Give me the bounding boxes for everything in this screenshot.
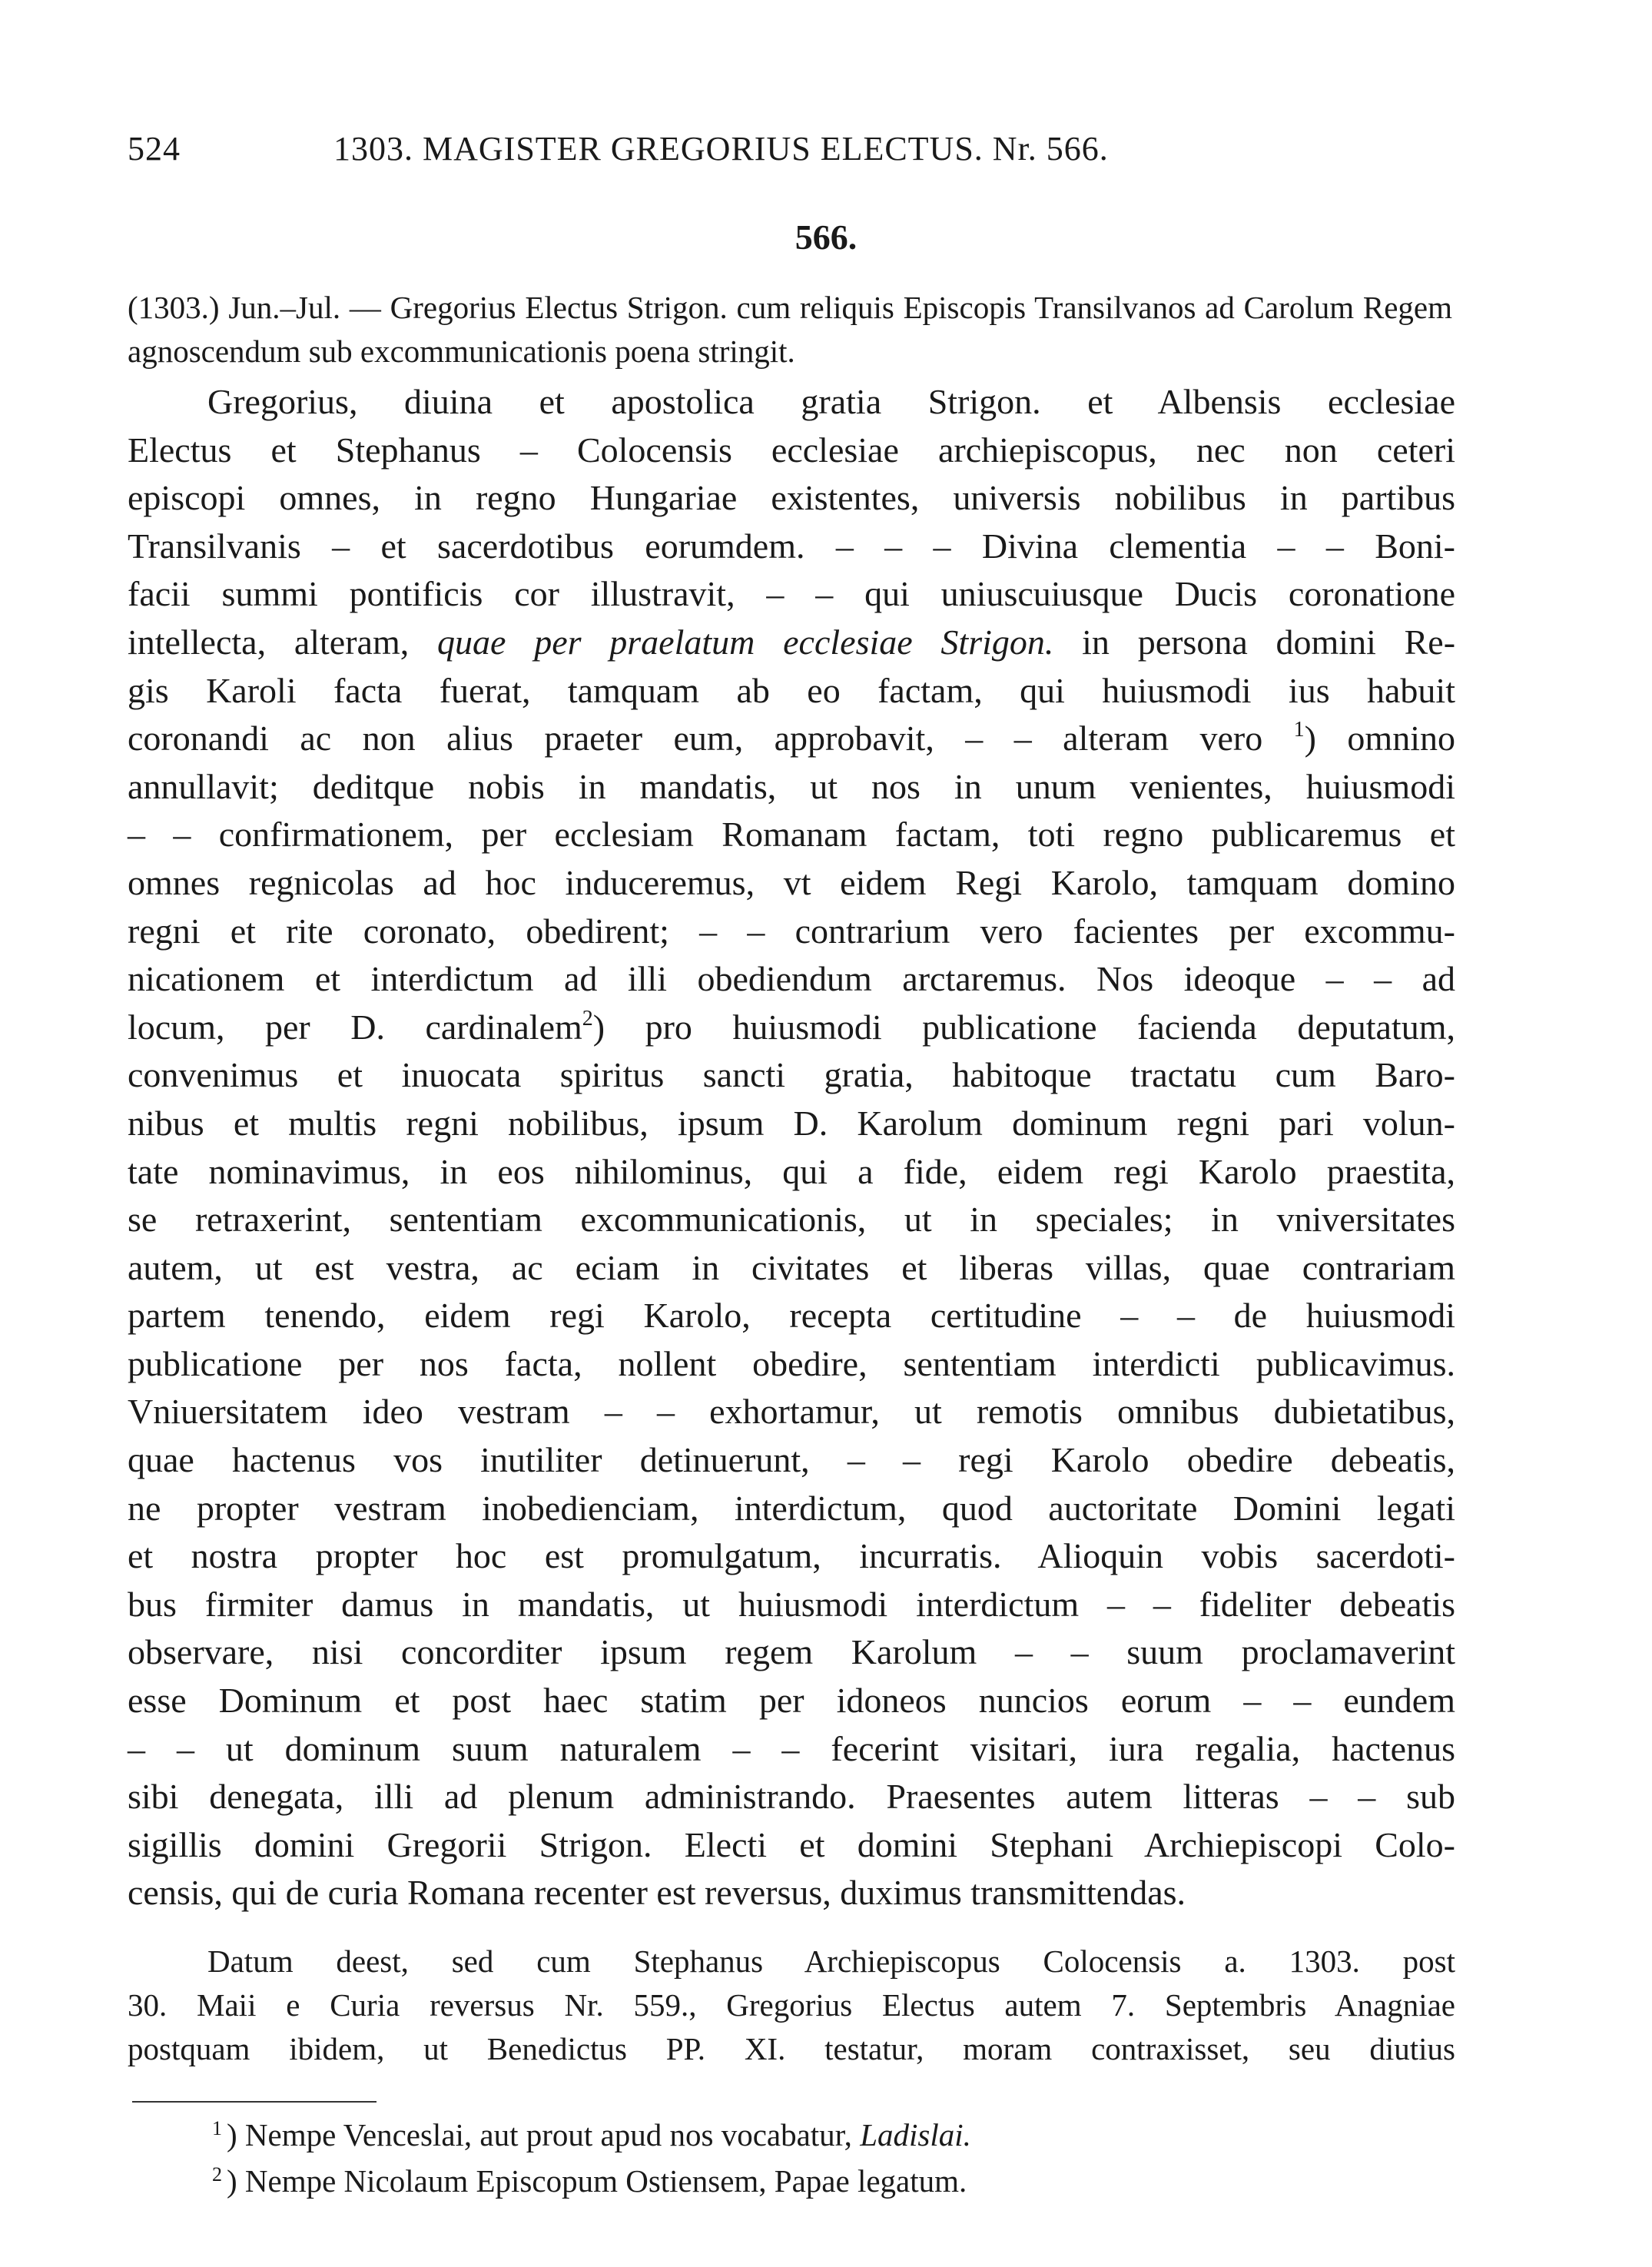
text-line: partem tenendo, eidem regi Karolo, recepta certitudine – – de huiusmodi <box>128 1296 1455 1336</box>
text-line: annullavit; deditque nobis in mandatis, ut nos in unum venientes, huiusmodi <box>128 766 1455 806</box>
text-segment: in persona domini Re- <box>1082 622 1456 662</box>
italic-segment: quae per praelatum ecclesiae Strigon. <box>437 622 1054 662</box>
text-line: publicatione per nos facta, nollent obedire, sententiam interdicti publicavimus. <box>128 1343 1455 1383</box>
footnote-italic-text: Ladislai. <box>860 2117 971 2152</box>
footnote-number: 2 <box>212 2163 222 2186</box>
footnote-1 <box>212 2112 1472 2158</box>
note-line: postquam ibidem, ut Benedictus PP. XI. testatur, moram contraxisset, seu diutius <box>128 2031 1455 2066</box>
text-line: nibus et multis regni nobilibus, ipsum D. Karolum dominum regni pari volun- <box>128 1103 1455 1143</box>
text-line: – – confirmationem, per ecclesiam Romanam factam, toti regno publicaremus et <box>128 815 1455 855</box>
footnote-2 <box>212 2158 1472 2204</box>
note-line: 30. Maii e Curia reversus Nr. 559., Gregorius Electus autem 7. Septembris Anagniae <box>128 1987 1455 2023</box>
text-line: – – ut dominum suum naturalem – – fecerint visitari, iura regalia, hactenus <box>128 1728 1455 1768</box>
text-line: autem, ut est vestra, ac eciam in civitates et liberas villas, quae contrariam <box>128 1247 1455 1287</box>
footnote-marker: 2 <box>582 1006 593 1031</box>
text-line: bus firmiter damus in mandatis, ut huiusmodi interdictum – – fideliter debeatis <box>128 1584 1455 1624</box>
text-line: Transilvanis – et sacerdotibus eorumdem. – – – Divina clementia – – Boni- <box>128 526 1455 566</box>
text-segment: locum, per D. cardinalem <box>128 1007 582 1047</box>
text-line: episcopi omnes, in regno Hungariae existentes, universis nobilibus in partibus <box>128 478 1455 518</box>
text-line: sigillis domini Gregorii Strigon. Electi et domini Stephani Archiepiscopi Colo- <box>128 1824 1455 1864</box>
text-line: tate nominavimus, in eos nihilominus, qui a fide, eidem regi Karolo praestita, <box>128 1151 1455 1191</box>
running-head <box>128 129 1465 175</box>
text-segment: intellecta, alteram, <box>128 622 410 662</box>
page-number: 524 <box>128 130 181 168</box>
text-line: Electus et Stephanus – Colocensis ecclesiae archiepiscopus, nec non ceteri <box>128 430 1455 470</box>
text-line: nicationem et interdictum ad illi obediendum arctaremus. Nos ideoque – – ad <box>128 959 1455 999</box>
editorial-note <box>128 1940 1455 2071</box>
text-line: se retraxerint, sententiam excommunicationis, ut in speciales; in vniversitates <box>128 1200 1455 1240</box>
footnote-text: ) Nempe Nicolaum Episcopum Ostiensem, Papae legatum. <box>227 2163 967 2199</box>
regest-summary: (1303.) Jun.–Jul. — Gregorius Electus Strigon. cum reliquis Episcopis Transilvanos ad Carolum Regem agnoscendum sub excommunicationis poena stringit. <box>128 290 1452 369</box>
text-line: sibi denegata, illi ad plenum administrando. Praesentes autem litteras – – sub <box>128 1777 1455 1817</box>
running-title: 1303. MAGISTER GREGORIUS ELECTUS. Nr. 566. <box>333 130 1109 168</box>
text-line: convenimus et inuocata spiritus sancti gratia, habitoque tractatu cum Baro- <box>128 1055 1455 1095</box>
text-segment: ) omnino <box>1304 719 1455 758</box>
footnote-marker: 1 <box>1293 718 1305 742</box>
text-segment: coronandi ac non alius praeter eum, approbavit, – – alteram vero <box>128 719 1263 758</box>
text-line: observare, nisi concorditer ipsum regem Karolum – – suum proclamaverint <box>128 1632 1455 1672</box>
text-line: quae hactenus vos inutiliter detinuerunt, – – regi Karolo obedire debeatis, <box>128 1440 1455 1480</box>
text-line <box>128 1004 1455 1052</box>
text-line: Vniuersitatem ideo vestram – – exhortamur, ut remotis omnibus dubietatibus, <box>128 1392 1455 1432</box>
footnote-divider <box>132 2101 377 2103</box>
text-line: censis, qui de curia Romana recenter est reversus, duximus transmittendas. <box>128 1873 1186 1913</box>
footnote-number: 1 <box>212 2117 222 2139</box>
text-line: Gregorius, diuina et apostolica gratia Strigon. et Albensis ecclesiae <box>207 382 1455 421</box>
note-line: Datum deest, sed cum Stephanus Archiepiscopus Colocensis a. 1303. post <box>207 1943 1455 1979</box>
text-line: omnes regnicolas ad hoc induceremus, vt eidem Regi Karolo, tamquam domino <box>128 862 1455 902</box>
text-line: ne propter vestram inobedienciam, interdictum, quod auctoritate Domini legati <box>128 1488 1455 1528</box>
text-line: facii summi pontificis cor illustravit, – – qui uniuscuiusque Ducis coronatione <box>128 574 1455 614</box>
text-line <box>128 715 1455 763</box>
text-segment: ) pro huiusmodi publicatione facienda deputatum, <box>592 1007 1455 1047</box>
footnotes <box>212 2112 1472 2204</box>
document-number: 566. <box>794 217 858 257</box>
text-line: gis Karoli facta fuerat, tamquam ab eo factam, qui huiusmodi ius habuit <box>128 670 1455 710</box>
text-line: regni et rite coronato, obedirent; – – contrarium vero facientes per excommu- <box>128 911 1455 951</box>
charter-text <box>128 378 1455 1917</box>
text-line <box>128 619 1455 667</box>
text-line: et nostra propter hoc est promulgatum, incurratis. Alioquin vobis sacerdoti- <box>128 1536 1455 1576</box>
text-line: esse Dominum et post haec statim per idoneos nuncios eorum – – eundem <box>128 1681 1455 1721</box>
footnote-text: ) Nempe Venceslai, aut prout apud nos vocabatur, <box>227 2117 861 2152</box>
